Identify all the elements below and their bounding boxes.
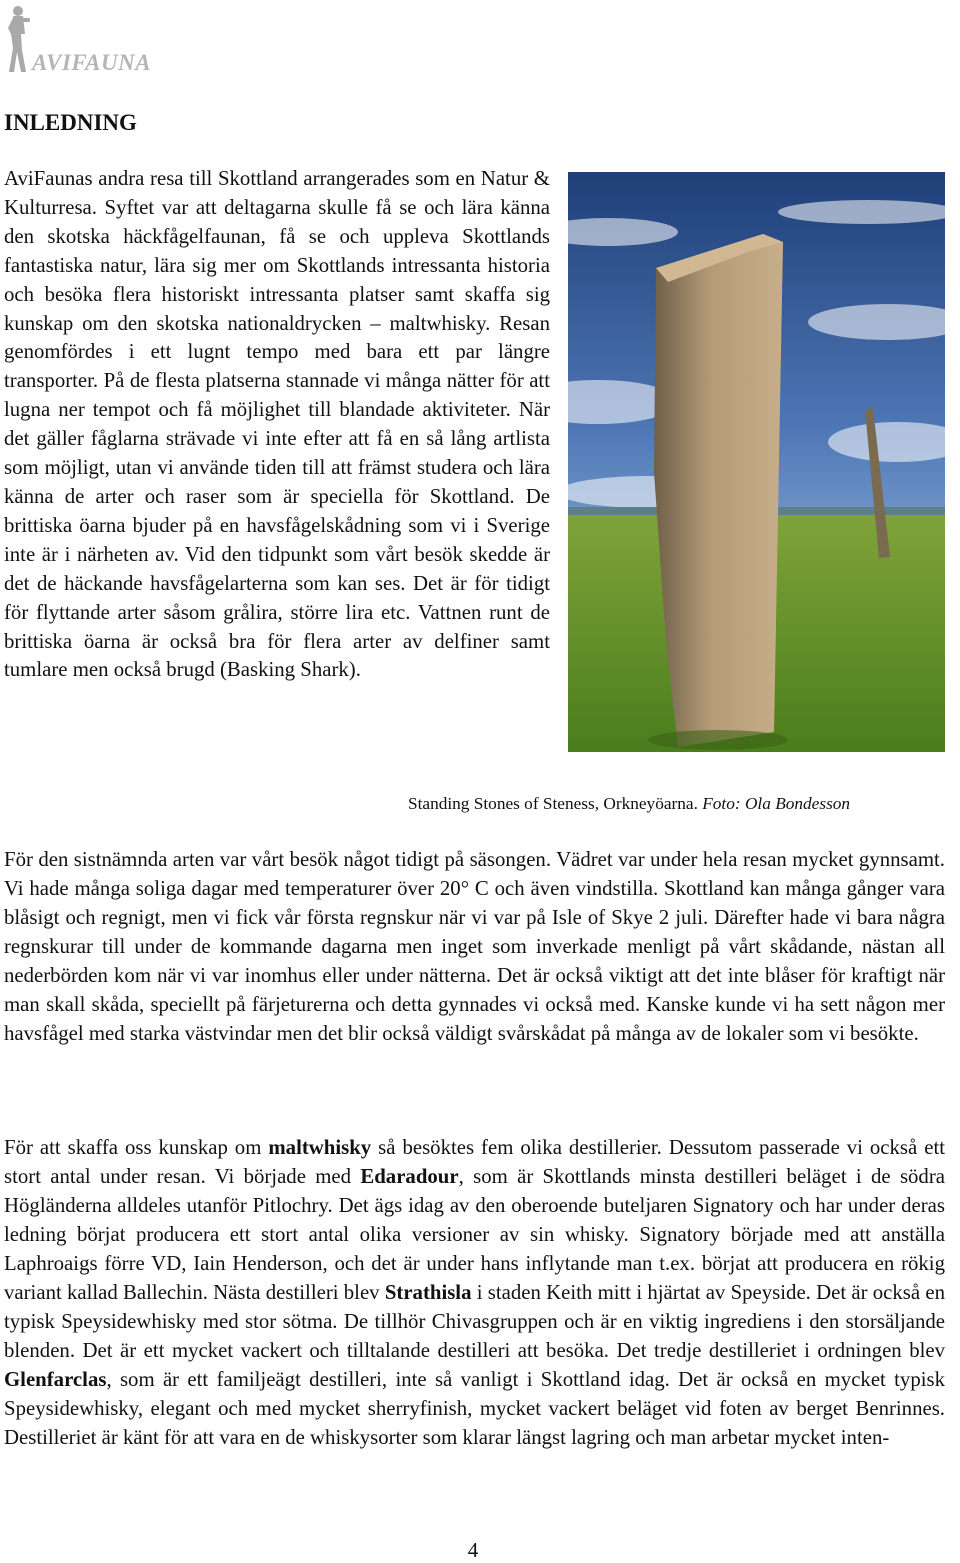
birdwatcher-logo-icon (4, 4, 34, 76)
bold-term-strathisla: Strathisla (384, 1281, 472, 1304)
avifauna-logo (4, 4, 194, 76)
bold-term-edaradour: Edaradour (360, 1165, 459, 1188)
section-heading: INLEDNING (4, 110, 137, 135)
text-segment: , som är ett familjeägt destilleri, inte så vanligt i Skottland idag. Det är också en mycket typisk Speysidewhisky, elegant och med mycket sherryfinish, mycket vackert beläget vid foten av berget Benrinnes. Destilleriet är känt för att vara en de whiskysorter som klarar längst lagring och man arbetar mycket inten- (4, 1368, 945, 1449)
photo-credit: Foto: Ola Bondesson (702, 794, 851, 813)
logo-text: AVIFAUNA (32, 50, 152, 75)
standing-stones-illustration (568, 172, 945, 752)
body-paragraph-weather: För den sistnämnda arten var vårt besök något tidigt på säsongen. Vädret var under hela resan mycket gynnsamt. Vi hade många soliga dagar med temperaturer över 20° C och även vindstilla. Skottland kan många gånger vara blåsigt och regnigt, men vi fick vår första regnskur när vi var på Isle of Skye 2 juli. Därefter hade vi bara några regnskurar till under de kommande dagarna men inget som inverkade menligt på vårt skådande, nästan all nederbörden kom när vi var inomhus eller under nätterna. Det är också viktigt att det inte blåser för kraftigt när man skall skåda, speciellt på färjeturerna och detta gynnades vi också med. Kanske kunde vi ha sett någon mer havsfågel med starka västvindar men det blir också väldigt svårskådat på många av de lokaler som vi besökte. (4, 848, 945, 1045)
text-segment: så besöktes fem olika destillerier. Dessutom passerade vi också ett stort antal under resan. Vi började med (4, 1136, 946, 1188)
bold-term-maltwhisky: maltwhisky (268, 1136, 372, 1159)
page-number: 4 (467, 1538, 479, 1562)
photo-caption (408, 794, 850, 814)
text-segment: För att skaffa oss kunskap om (4, 1136, 269, 1159)
standing-stones-photo (568, 172, 945, 752)
bold-term-glenfarclas: Glenfarclas (4, 1368, 107, 1391)
text-segment: i staden Keith mitt i hjärtat av Speyside. Det är också en typisk Speysidewhisky med stor sötma. De tillhör Chivasgruppen och är en viktig ingrediens i den storsäljande blenden. Det är ett mycket vackert och tilltalande destilleri att besöka. Det tredje destilleriet i ordningen blev (4, 1281, 945, 1362)
intro-paragraph: AviFaunas andra resa till Skottland arrangerades som en Natur & Kulturresa. Syftet var att deltagarna skulle få se och lära känna den skotska häckfågelfaunan, få se och uppleva Skottlands fantastiska natur, lära sig mer om Skottlands intressanta historia och besöka flera historiskt intressanta platser samt skaffa sig kunskap om den skotska nationaldrycken – maltwhisky. Resan genomfördes i ett lugnt tempo med bara ett par längre transporter. På de flesta platserna stannade vi många nätter för att lugna ner tempot och få möjlighet till blandade aktiviteter. När det gäller fåglarna strävade vi inte efter att få en så lång artlista som möjligt, utan vi använde tiden till att främst studera och lära känna de arter och raser som är speciella för Skottland. De brittiska öarna bjuder på en havsfågelskådning som vi i Sverige inte är i närheten av. Vid den tidpunkt som vårt besök skedde är det de häckande havsfågelarterna som kan ses. Det är för tidigt för flyttande arter såsom grålira, större lira etc. Vattnen runt de brittiska öarna är också bra för flera arter av delfiner samt tumlare men också brugd (Basking Shark). (4, 167, 550, 682)
body-paragraph-whisky (4, 1133, 945, 1452)
text-segment: , som är Skottlands minsta destilleri beläget i de södra Högländerna alldeles utanför Pitlochry. Det ägs idag av den oberoende buteljaren Signatory och har under deras ledning börjat producera ett stort antal olika versioner av sin whisky. Signatory började med att anställa Laphroaigs förre VD, Iain Henderson, och det är under hans inflytande man t.ex. börjat att producera en rökig variant kallad Ballechin. Nästa destilleri blev (4, 1165, 945, 1304)
caption-text: Standing Stones of Steness, Orkneyöarna. (408, 794, 698, 813)
